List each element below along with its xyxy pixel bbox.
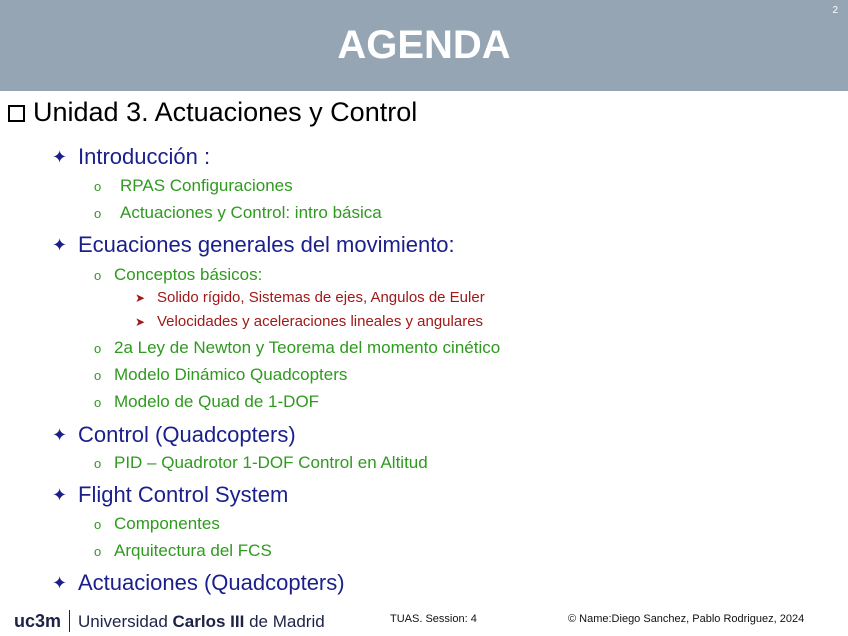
list-item-text: Modelo Dinámico Quadcopters	[114, 365, 348, 384]
university-logo	[14, 610, 325, 632]
list-item-text: RPAS Configuraciones	[120, 176, 293, 195]
section-label: Introducción :	[78, 144, 211, 169]
circle-bullet-icon: o	[94, 395, 102, 410]
circle-bullet-icon: o	[94, 341, 102, 356]
slide-footer	[0, 600, 848, 636]
list-item	[94, 513, 220, 535]
list-item-text: Modelo de Quad de 1-DOF	[114, 392, 320, 411]
list-item	[94, 452, 428, 474]
logo-universidad: Universidad	[78, 612, 168, 631]
slide-title: AGENDA	[337, 23, 511, 67]
sub-list-item-text: Velocidades y aceleraciones lineales y angulares	[157, 313, 484, 330]
sub-list-item	[135, 312, 484, 332]
circle-bullet-icon: o	[94, 179, 102, 194]
section-actuaciones	[52, 570, 345, 596]
section-label: Ecuaciones generales del movimiento:	[78, 232, 455, 257]
circle-bullet-icon: o	[94, 268, 102, 283]
star-bullet-icon: ✦	[52, 573, 68, 593]
list-item	[94, 202, 382, 224]
list-item	[94, 175, 293, 197]
slide-header	[0, 0, 848, 91]
star-bullet-icon: ✦	[52, 485, 68, 505]
logo-uc3m: uc3m	[14, 611, 62, 631]
logo-divider	[69, 610, 70, 632]
session-label: TUAS. Session: 4	[390, 613, 477, 625]
list-item-text: Arquitectura del FCS	[114, 541, 272, 560]
list-item-text: Componentes	[114, 514, 220, 533]
main-heading	[8, 95, 417, 129]
checkbox-bullet-icon	[8, 105, 25, 122]
circle-bullet-icon: o	[94, 544, 102, 559]
circle-bullet-icon: o	[94, 456, 102, 471]
sub-list-item	[135, 288, 485, 308]
section-fcs	[52, 482, 289, 508]
star-bullet-icon: ✦	[52, 235, 68, 255]
sub-list-item-text: Solido rígido, Sistemas de ejes, Angulos de Euler	[157, 289, 485, 306]
list-item-text: 2a Ley de Newton y Teorema del momento cinético	[114, 338, 501, 357]
star-bullet-icon: ✦	[52, 425, 68, 445]
section-introduccion	[52, 144, 211, 170]
section-ecuaciones	[52, 232, 455, 258]
star-bullet-icon: ✦	[52, 147, 68, 167]
copyright-text: © Name:Diego Sanchez, Pablo Rodriguez, 2024	[568, 613, 805, 625]
arrowhead-bullet-icon: ➤	[135, 291, 146, 305]
logo-madrid: de Madrid	[249, 612, 325, 631]
list-item	[94, 364, 348, 386]
logo-carlos: Carlos III	[172, 612, 245, 631]
list-item	[94, 391, 320, 413]
list-item-text: Actuaciones y Control: intro básica	[120, 203, 382, 222]
section-label: Control (Quadcopters)	[78, 422, 296, 447]
list-item	[94, 264, 263, 286]
section-label: Flight Control System	[78, 482, 289, 507]
main-heading-text: Unidad 3. Actuaciones y Control	[33, 97, 418, 127]
list-item-text: Conceptos básicos:	[114, 265, 263, 284]
slide-number: 2	[832, 5, 838, 16]
circle-bullet-icon: o	[94, 206, 102, 221]
list-item	[94, 540, 272, 562]
section-control	[52, 422, 296, 448]
list-item-text: PID – Quadrotor 1-DOF Control en Altitud	[114, 453, 428, 472]
section-label: Actuaciones (Quadcopters)	[78, 570, 345, 595]
circle-bullet-icon: o	[94, 517, 102, 532]
list-item	[94, 337, 501, 359]
arrowhead-bullet-icon: ➤	[135, 315, 146, 329]
circle-bullet-icon: o	[94, 368, 102, 383]
